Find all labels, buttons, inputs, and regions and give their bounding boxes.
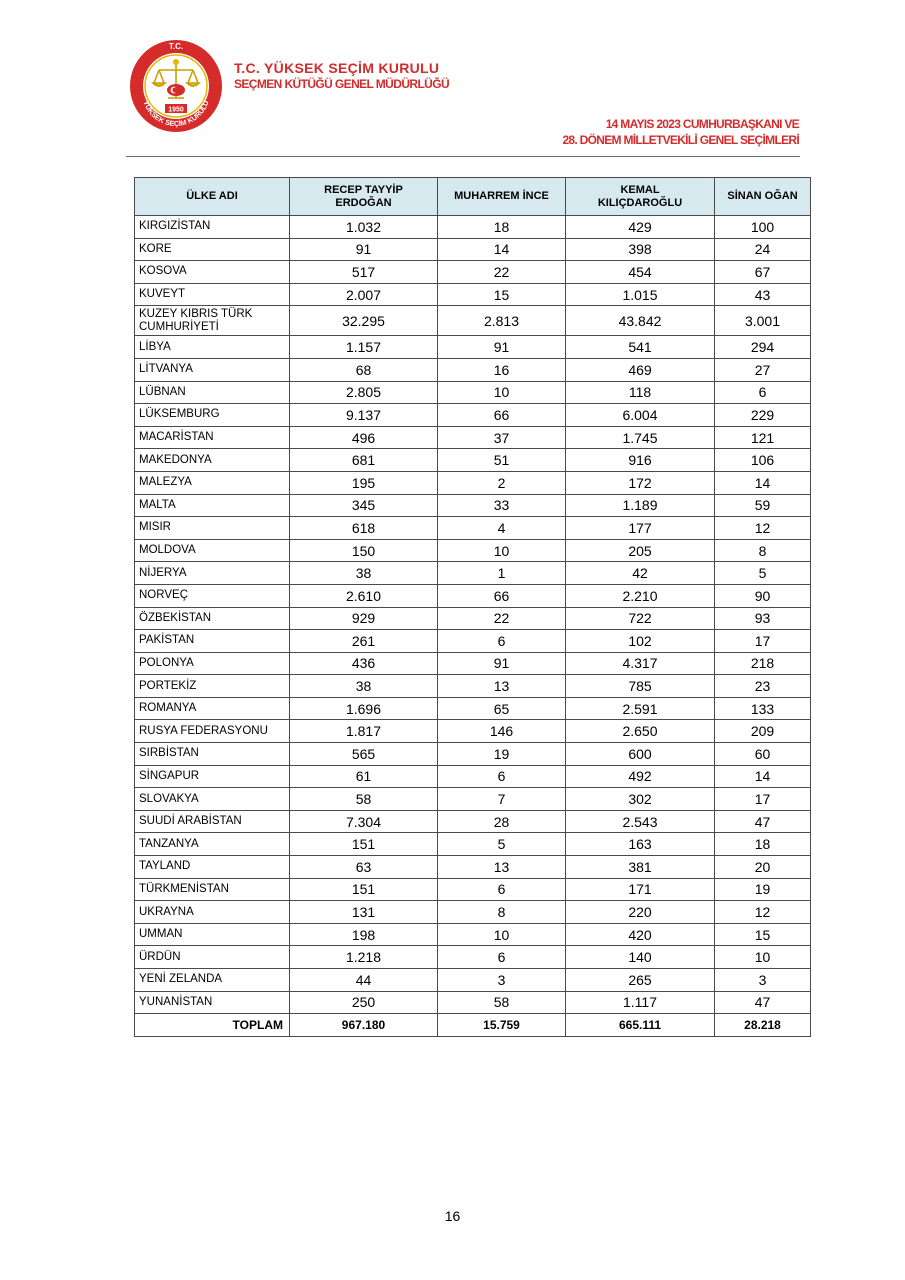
vote-cell-c1: 195: [290, 471, 438, 494]
country-cell: RUSYA FEDERASYONU: [135, 720, 290, 743]
header-candidate-1: [290, 178, 438, 216]
vote-cell-c1: 517: [290, 261, 438, 284]
vote-cell-c1: 2.805: [290, 381, 438, 404]
country-cell: SUUDİ ARABİSTAN: [135, 810, 290, 833]
vote-cell-c3: 118: [566, 381, 715, 404]
country-cell: UKRAYNA: [135, 901, 290, 924]
table-row: [135, 539, 811, 562]
vote-cell-c3: 6.004: [566, 404, 715, 427]
vote-cell-c4: 67: [715, 261, 811, 284]
vote-cell-c4: 18: [715, 833, 811, 856]
country-cell: LİTVANYA: [135, 358, 290, 381]
logo-top-text: T.C.: [168, 42, 184, 51]
vote-cell-c2: 2: [438, 471, 566, 494]
organization-name: [234, 60, 449, 92]
vote-cell-c2: 22: [438, 607, 566, 630]
vote-cell-c3: 420: [566, 923, 715, 946]
vote-cell-c2: 8: [438, 901, 566, 924]
vote-cell-c3: 302: [566, 788, 715, 811]
country-cell: MALTA: [135, 494, 290, 517]
vote-cell-c2: 18: [438, 216, 566, 239]
vote-cell-c4: 133: [715, 697, 811, 720]
vote-cell-c2: 15: [438, 283, 566, 306]
country-cell: YUNANİSTAN: [135, 991, 290, 1014]
total-cell-c3: 665.111: [566, 1014, 715, 1037]
vote-cell-c3: 163: [566, 833, 715, 856]
table-row: [135, 381, 811, 404]
country-cell: POLONYA: [135, 652, 290, 675]
vote-cell-c2: 6: [438, 630, 566, 653]
vote-cell-c3: 429: [566, 216, 715, 239]
table-row: [135, 306, 811, 336]
vote-cell-c4: 106: [715, 449, 811, 472]
vote-cell-c3: 469: [566, 358, 715, 381]
country-cell: TAYLAND: [135, 856, 290, 879]
vote-cell-c3: 102: [566, 630, 715, 653]
header-c1-line-1: RECEP TAYYİP: [324, 183, 403, 196]
vote-cell-c3: 1.745: [566, 426, 715, 449]
vote-cell-c1: 63: [290, 856, 438, 879]
election-line-1: 14 MAYIS 2023 CUMHURBAŞKANI VE: [605, 117, 799, 131]
vote-cell-c3: 492: [566, 765, 715, 788]
country-cell: NİJERYA: [135, 562, 290, 585]
vote-cell-c4: 17: [715, 788, 811, 811]
vote-cell-c4: 17: [715, 630, 811, 653]
vote-cell-c2: 33: [438, 494, 566, 517]
vote-cell-c4: 15: [715, 923, 811, 946]
vote-cell-c2: 91: [438, 652, 566, 675]
ysk-logo: [128, 38, 224, 134]
vote-cell-c3: 220: [566, 901, 715, 924]
country-cell: LİBYA: [135, 336, 290, 359]
header-candidate-4: SİNAN OĞAN: [715, 178, 811, 216]
vote-cell-c4: 20: [715, 856, 811, 879]
country-cell: MALEZYA: [135, 471, 290, 494]
vote-cell-c1: 1.032: [290, 216, 438, 239]
table-row: [135, 923, 811, 946]
country-cell: KUVEYT: [135, 283, 290, 306]
country-cell: KIRGIZİSTAN: [135, 216, 290, 239]
table-row: [135, 471, 811, 494]
table-row: [135, 697, 811, 720]
vote-cell-c1: 1.817: [290, 720, 438, 743]
vote-cell-c2: 37: [438, 426, 566, 449]
table-row: [135, 833, 811, 856]
vote-cell-c2: 1: [438, 562, 566, 585]
table-row: [135, 358, 811, 381]
vote-cell-c3: 4.317: [566, 652, 715, 675]
vote-cell-c4: 23: [715, 675, 811, 698]
vote-cell-c4: 5: [715, 562, 811, 585]
vote-cell-c4: 294: [715, 336, 811, 359]
country-cell: MACARİSTAN: [135, 426, 290, 449]
country-cell: YENİ ZELANDA: [135, 969, 290, 992]
vote-cell-c3: 398: [566, 238, 715, 261]
vote-cell-c2: 58: [438, 991, 566, 1014]
table-row: [135, 901, 811, 924]
vote-cell-c1: 131: [290, 901, 438, 924]
vote-cell-c1: 68: [290, 358, 438, 381]
vote-cell-c1: 565: [290, 743, 438, 766]
country-cell: SLOVAKYA: [135, 788, 290, 811]
vote-cell-c3: 541: [566, 336, 715, 359]
vote-cell-c4: 93: [715, 607, 811, 630]
country-cell: MOLDOVA: [135, 539, 290, 562]
vote-cell-c1: 436: [290, 652, 438, 675]
logo-ring-text: YÜKSEK SEÇİM KURULU: [141, 99, 211, 129]
header-c3-line-1: KEMAL: [620, 183, 660, 196]
table-row: [135, 969, 811, 992]
table-row: [135, 743, 811, 766]
vote-cell-c3: 722: [566, 607, 715, 630]
vote-cell-c3: 2.210: [566, 584, 715, 607]
table-row: [135, 584, 811, 607]
table-row: [135, 991, 811, 1014]
table-row: [135, 283, 811, 306]
vote-cell-c3: 172: [566, 471, 715, 494]
vote-cell-c3: 140: [566, 946, 715, 969]
page-number: 16: [444, 1208, 461, 1224]
vote-cell-c2: 22: [438, 261, 566, 284]
vote-cell-c4: 218: [715, 652, 811, 675]
vote-cell-c4: 100: [715, 216, 811, 239]
vote-cell-c4: 121: [715, 426, 811, 449]
vote-cell-c2: 28: [438, 810, 566, 833]
table-row: [135, 607, 811, 630]
vote-cell-c3: 2.543: [566, 810, 715, 833]
country-cell: SİNGAPUR: [135, 765, 290, 788]
vote-cell-c1: 1.218: [290, 946, 438, 969]
vote-cell-c1: 618: [290, 517, 438, 540]
vote-cell-c3: 381: [566, 856, 715, 879]
vote-cell-c2: 14: [438, 238, 566, 261]
header-c3-line-2: KILIÇDAROĞLU: [597, 196, 683, 209]
vote-cell-c4: 14: [715, 765, 811, 788]
country-cell: PORTEKİZ: [135, 675, 290, 698]
org-line-1: T.C. YÜKSEK SEÇİM KURULU: [234, 60, 440, 76]
vote-cell-c2: 51: [438, 449, 566, 472]
vote-cell-c1: 1.157: [290, 336, 438, 359]
vote-cell-c1: 2.610: [290, 584, 438, 607]
country-cell: LÜBNAN: [135, 381, 290, 404]
vote-cell-c2: 2.813: [438, 306, 566, 336]
table-row: [135, 336, 811, 359]
vote-cell-c3: 2.650: [566, 720, 715, 743]
vote-cell-c1: 2.007: [290, 283, 438, 306]
table-row: [135, 675, 811, 698]
country-cell: TANZANYA: [135, 833, 290, 856]
vote-cell-c1: 929: [290, 607, 438, 630]
vote-cell-c1: 7.304: [290, 810, 438, 833]
vote-cell-c1: 681: [290, 449, 438, 472]
vote-cell-c4: 209: [715, 720, 811, 743]
table-row: [135, 630, 811, 653]
vote-cell-c3: 171: [566, 878, 715, 901]
country-cell: KOSOVA: [135, 261, 290, 284]
vote-cell-c2: 65: [438, 697, 566, 720]
vote-cell-c4: 24: [715, 238, 811, 261]
vote-cell-c2: 4: [438, 517, 566, 540]
vote-cell-c2: 5: [438, 833, 566, 856]
table-row: [135, 494, 811, 517]
table-row: [135, 878, 811, 901]
table-row: [135, 720, 811, 743]
table-row: [135, 426, 811, 449]
country-cell: UMMAN: [135, 923, 290, 946]
country-cell: MAKEDONYA: [135, 449, 290, 472]
header-candidate-2: MUHARREM İNCE: [438, 178, 566, 216]
vote-cell-c4: 12: [715, 517, 811, 540]
vote-cell-c1: 151: [290, 878, 438, 901]
table-row: [135, 261, 811, 284]
vote-cell-c4: 90: [715, 584, 811, 607]
vote-cell-c4: 19: [715, 878, 811, 901]
vote-cell-c4: 43: [715, 283, 811, 306]
vote-cell-c3: 1.117: [566, 991, 715, 1014]
vote-cell-c2: 66: [438, 584, 566, 607]
vote-cell-c2: 10: [438, 381, 566, 404]
total-cell-c2: 15.759: [438, 1014, 566, 1037]
vote-cell-c4: 10: [715, 946, 811, 969]
vote-cell-c3: 600: [566, 743, 715, 766]
vote-cell-c2: 10: [438, 539, 566, 562]
country-cell: KORE: [135, 238, 290, 261]
header-divider: [126, 156, 800, 157]
vote-cell-c2: 91: [438, 336, 566, 359]
vote-cell-c3: 177: [566, 517, 715, 540]
vote-cell-c4: 12: [715, 901, 811, 924]
vote-cell-c4: 47: [715, 810, 811, 833]
vote-cell-c1: 261: [290, 630, 438, 653]
vote-cell-c2: 7: [438, 788, 566, 811]
table-row: [135, 517, 811, 540]
table-row: [135, 404, 811, 427]
table-row: [135, 652, 811, 675]
vote-cell-c2: 19: [438, 743, 566, 766]
vote-cell-c1: 38: [290, 562, 438, 585]
results-table: [134, 177, 811, 1037]
country-cell: ROMANYA: [135, 697, 290, 720]
total-cell-c4: 28.218: [715, 1014, 811, 1037]
vote-cell-c3: 265: [566, 969, 715, 992]
total-row: [135, 1014, 811, 1037]
country-cell: LÜKSEMBURG: [135, 404, 290, 427]
election-line-2: 28. DÖNEM MİLLETVEKİLİ GENEL SEÇİMLERİ: [562, 133, 799, 147]
vote-cell-c2: 13: [438, 856, 566, 879]
vote-cell-c4: 47: [715, 991, 811, 1014]
vote-cell-c4: 3.001: [715, 306, 811, 336]
vote-cell-c4: 229: [715, 404, 811, 427]
table-header-row: [135, 178, 811, 216]
vote-cell-c1: 32.295: [290, 306, 438, 336]
table-row: [135, 238, 811, 261]
country-cell: KUZEY KIBRIS TÜRK CUMHURİYETİ: [135, 306, 290, 336]
country-cell: MISIR: [135, 517, 290, 540]
header-c1-line-2: ERDOĞAN: [335, 196, 392, 209]
country-cell: SIRBİSTAN: [135, 743, 290, 766]
org-line-2: SEÇMEN KÜTÜĞÜ GENEL MÜDÜRLÜĞÜ: [234, 77, 450, 91]
vote-cell-c3: 1.015: [566, 283, 715, 306]
vote-cell-c3: 454: [566, 261, 715, 284]
vote-cell-c1: 91: [290, 238, 438, 261]
total-cell-c1: 967.180: [290, 1014, 438, 1037]
vote-cell-c1: 345: [290, 494, 438, 517]
header-candidate-3: [566, 178, 715, 216]
vote-cell-c3: 785: [566, 675, 715, 698]
vote-cell-c2: 66: [438, 404, 566, 427]
table-row: [135, 562, 811, 585]
vote-cell-c1: 61: [290, 765, 438, 788]
vote-cell-c2: 146: [438, 720, 566, 743]
country-cell: ÖZBEKİSTAN: [135, 607, 290, 630]
country-cell: ÜRDÜN: [135, 946, 290, 969]
table-row: [135, 449, 811, 472]
vote-cell-c2: 6: [438, 765, 566, 788]
vote-cell-c2: 16: [438, 358, 566, 381]
country-cell: PAKİSTAN: [135, 630, 290, 653]
vote-cell-c3: 42: [566, 562, 715, 585]
country-cell: NORVEÇ: [135, 584, 290, 607]
vote-cell-c3: 916: [566, 449, 715, 472]
table-row: [135, 856, 811, 879]
vote-cell-c4: 60: [715, 743, 811, 766]
country-cell: TÜRKMENİSTAN: [135, 878, 290, 901]
vote-cell-c3: 205: [566, 539, 715, 562]
vote-cell-c1: 38: [290, 675, 438, 698]
table-row: [135, 788, 811, 811]
table-row: [135, 765, 811, 788]
vote-cell-c2: 3: [438, 969, 566, 992]
vote-cell-c1: 9.137: [290, 404, 438, 427]
vote-cell-c2: 13: [438, 675, 566, 698]
vote-cell-c3: 1.189: [566, 494, 715, 517]
vote-cell-c1: 1.696: [290, 697, 438, 720]
vote-cell-c4: 6: [715, 381, 811, 404]
vote-cell-c4: 59: [715, 494, 811, 517]
vote-cell-c1: 496: [290, 426, 438, 449]
vote-cell-c2: 6: [438, 878, 566, 901]
vote-cell-c1: 198: [290, 923, 438, 946]
header-country: ÜLKE ADI: [135, 178, 290, 216]
vote-cell-c3: 2.591: [566, 697, 715, 720]
election-title: [562, 116, 799, 148]
table-row: [135, 216, 811, 239]
vote-cell-c4: 8: [715, 539, 811, 562]
vote-cell-c1: 150: [290, 539, 438, 562]
vote-cell-c1: 44: [290, 969, 438, 992]
table-row: [135, 946, 811, 969]
logo-year: 1950: [168, 106, 184, 114]
vote-cell-c4: 3: [715, 969, 811, 992]
vote-cell-c4: 14: [715, 471, 811, 494]
table-row: [135, 810, 811, 833]
vote-cell-c1: 250: [290, 991, 438, 1014]
vote-cell-c1: 151: [290, 833, 438, 856]
vote-cell-c4: 27: [715, 358, 811, 381]
total-label: TOPLAM: [135, 1014, 290, 1037]
vote-cell-c2: 10: [438, 923, 566, 946]
vote-cell-c1: 58: [290, 788, 438, 811]
vote-cell-c3: 43.842: [566, 306, 715, 336]
vote-cell-c2: 6: [438, 946, 566, 969]
